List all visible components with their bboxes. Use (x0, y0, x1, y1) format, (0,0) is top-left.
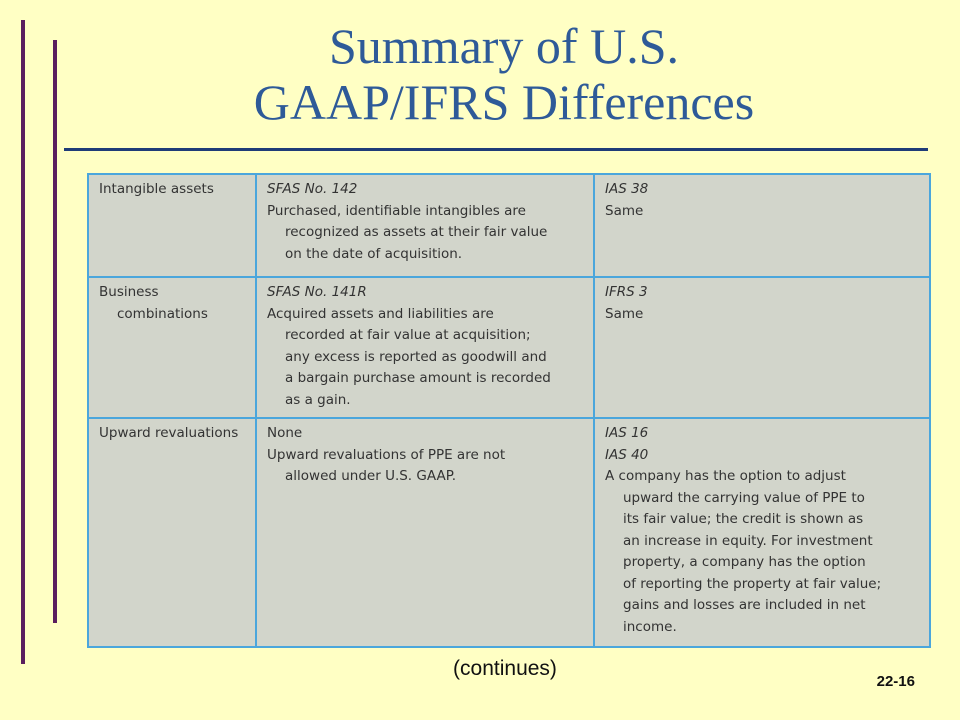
title-line-2: GAAP/IFRS Differences (253, 74, 755, 130)
ifrs-cell (594, 277, 930, 418)
continues-note: (continues) (453, 657, 557, 680)
slide-title (66, 18, 942, 130)
us-gaap-standard: SFAS No. 141R (267, 284, 367, 300)
left-accent-bar-inner (53, 40, 57, 623)
gaap-ifrs-table (87, 173, 931, 648)
ifrs-text: Same (605, 202, 644, 219)
ifrs-standard: IAS 40 (605, 446, 649, 463)
topic-text: combinations (117, 305, 208, 322)
ifrs-text: Same (605, 305, 644, 322)
ifrs-text: of reporting the property at fair value; (623, 575, 882, 592)
us-gaap-text: recognized as assets at their fair value (285, 224, 548, 240)
ifrs-standard: IAS 38 (605, 181, 649, 197)
ifrs-standard: IFRS 3 (605, 284, 648, 300)
topic-cell (88, 418, 256, 647)
us-gaap-standard: SFAS No. 142 (267, 181, 358, 197)
us-gaap-text: Purchased, identifiable intangibles are (267, 202, 526, 219)
title-underline (64, 148, 928, 151)
us-gaap-cell (256, 174, 594, 277)
us-gaap-text: allowed under U.S. GAAP. (285, 468, 457, 484)
table-row (88, 418, 930, 647)
ifrs-text: A company has the option to adjust (605, 468, 846, 484)
us-gaap-text: on the date of acquisition. (285, 245, 463, 262)
ifrs-text: an increase in equity. For investment (623, 532, 873, 549)
left-accent-bar-outer (21, 20, 25, 664)
us-gaap-text: recorded at fair value at acquisition; (285, 327, 531, 343)
ifrs-text: upward the carrying value of PPE to (623, 489, 865, 506)
ifrs-cell (594, 174, 930, 277)
us-gaap-text: as a gain. (285, 391, 351, 408)
title-line-1: Summary of U.S. (329, 18, 679, 74)
us-gaap-text: Upward revaluations of PPE are not (267, 446, 506, 463)
topic-cell (88, 277, 256, 418)
ifrs-cell (594, 418, 930, 647)
us-gaap-text: Acquired assets and liabilities are (267, 305, 494, 322)
page-number: 22-16 (876, 673, 915, 690)
ifrs-text: its fair value; the credit is shown as (623, 511, 864, 527)
us-gaap-standard: None (267, 425, 303, 441)
topic-text: Intangible assets (99, 181, 214, 197)
topic-text: Upward revaluations (99, 425, 239, 441)
table-row (88, 277, 930, 418)
ifrs-text: gains and losses are included in net (623, 597, 866, 613)
ifrs-text: property, a company has the option (623, 554, 866, 570)
us-gaap-text: a bargain purchase amount is recorded (285, 370, 551, 386)
ifrs-text: income. (623, 618, 677, 635)
ifrs-standard: IAS 16 (605, 425, 649, 441)
table-row (88, 174, 930, 277)
topic-cell (88, 174, 256, 277)
us-gaap-cell (256, 277, 594, 418)
us-gaap-text: any excess is reported as goodwill and (285, 348, 547, 365)
us-gaap-cell (256, 418, 594, 647)
topic-text: Business (99, 284, 159, 300)
